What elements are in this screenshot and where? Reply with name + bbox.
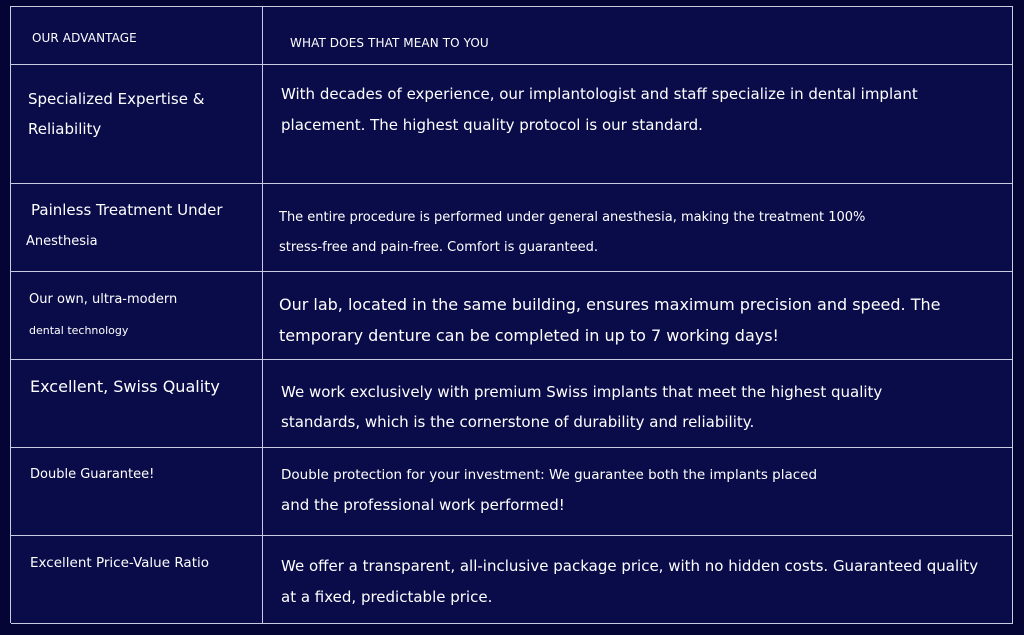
meaning-text-line1: Double protection for your investment: We guarantee both the implants placed <box>281 467 818 483</box>
meaning-text: We work exclusively with premium Swiss implants that meet the highest quality standards, which is the cornerstone of durability and reliability. <box>281 383 883 431</box>
meaning-cell <box>263 448 1013 535</box>
advantage-cell <box>11 360 263 447</box>
advantage-text: Specialized Expertise & Reliability <box>28 90 205 138</box>
advantage-cell <box>11 65 263 183</box>
meaning-cell <box>263 536 1013 623</box>
header-label-advantage: OUR ADVANTAGE <box>32 31 137 45</box>
advantages-table <box>10 6 1013 623</box>
table-row <box>11 448 1013 536</box>
header-cell-meaning <box>263 7 1013 64</box>
meaning-cell <box>263 184 1013 271</box>
meaning-text: We offer a transparent, all-inclusive package price, with no hidden costs. Guaranteed quality at a fixed, predictable price. <box>281 557 979 606</box>
advantage-text-line2: dental technology <box>29 324 129 337</box>
meaning-cell <box>263 65 1013 183</box>
advantage-text: Excellent Price-Value Ratio <box>30 555 209 571</box>
header-cell-advantage <box>11 7 263 64</box>
table-row <box>11 360 1013 448</box>
advantage-text: Excellent, Swiss Quality <box>30 377 220 396</box>
advantage-text: Double Guarantee! <box>30 467 155 482</box>
advantage-text-line1: Our own, ultra-modern <box>29 292 178 307</box>
advantage-cell <box>11 272 263 359</box>
meaning-cell <box>263 272 1013 359</box>
meaning-text: With decades of experience, our implantologist and staff specialize in dental implant placement. The highest quality protocol is our standard. <box>281 85 918 134</box>
header-label-meaning: WHAT DOES THAT MEAN TO YOU <box>290 36 489 50</box>
advantage-cell <box>11 536 263 623</box>
table-row <box>11 536 1013 624</box>
advantage-text-line1: Painless Treatment Under <box>31 201 223 219</box>
advantage-cell <box>11 184 263 271</box>
meaning-text: Our lab, located in the same building, ensures maximum precision and speed. The temporary denture can be completed in up to 7 working days! <box>279 295 941 345</box>
table-row <box>11 272 1013 360</box>
meaning-cell <box>263 360 1013 447</box>
table-header-row <box>11 7 1013 65</box>
meaning-text-line2: and the professional work performed! <box>281 496 565 514</box>
meaning-text: The entire procedure is performed under general anesthesia, making the treatment 100% stress-free and pain-free. Comfort is guaranteed. <box>279 210 866 255</box>
table-row <box>11 65 1013 184</box>
advantage-text-line2: Anesthesia <box>26 234 98 249</box>
advantage-cell <box>11 448 263 535</box>
table-row <box>11 184 1013 272</box>
